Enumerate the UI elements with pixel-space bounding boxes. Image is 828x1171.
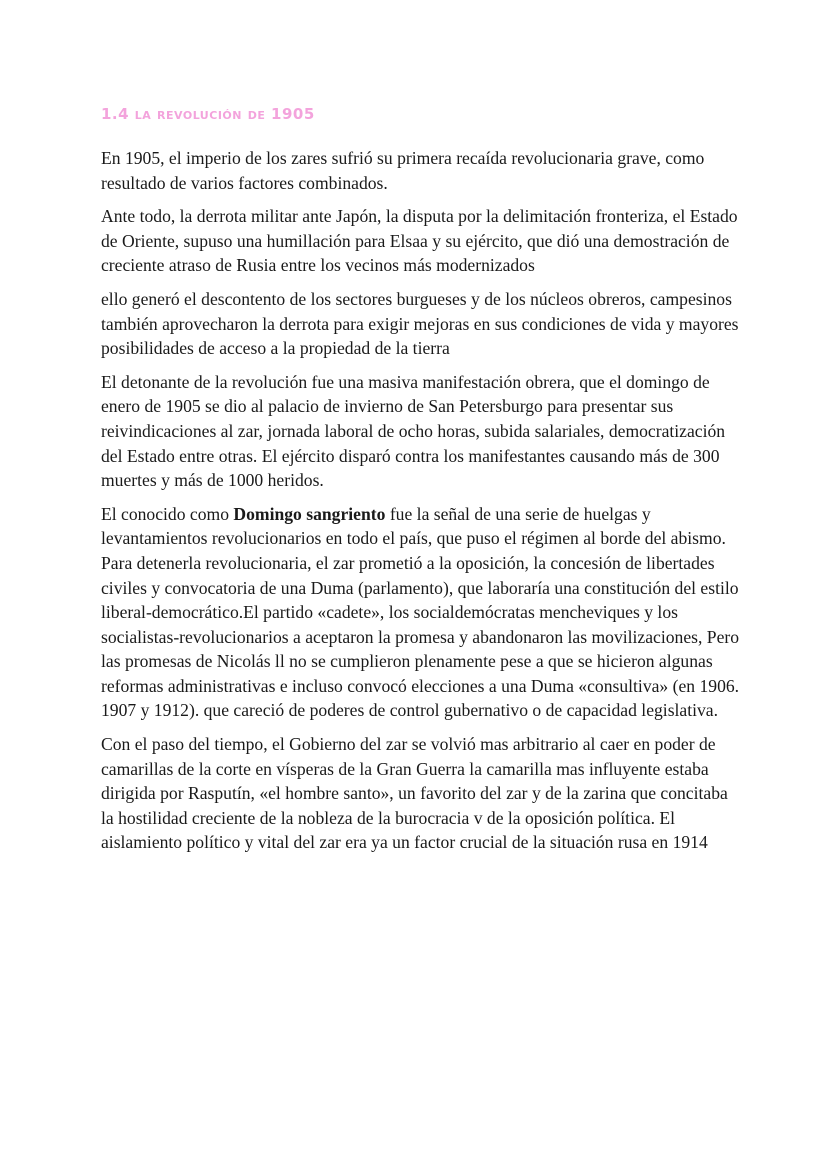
paragraph-trigger: El detonante de la revolución fue una masiva manifestación obrera, que el domingo de enero de 1905 se dio al palacio de invierno de San Petersburgo para presentar sus reivindicaciones al zar, jornada laboral de ocho horas, subida salariales, democratización del Estado entre otras. El ejército disparó contra los manifestantes causando más de 300 muertes y más de 1000 heridos. bbox=[101, 371, 726, 491]
paragraph-discontent: ello generó el descontento de los sectores burgueses y de los núcleos obreros, campesinos también aprovecharon la derrota para exigir mejoras en sus condiciones de vida y mayores posibilidades de acceso a la propiedad de la tierra bbox=[101, 288, 739, 359]
document-page bbox=[101, 104, 741, 864]
bloody-sunday-before: El conocido como bbox=[101, 503, 234, 524]
paragraph-japan-defeat: Ante todo, la derrota militar ante Japón, la disputa por la delimitación fronteriza, el Estado de Oriente, supuso una humillación para Elsaa y su ejército, que dió una demostración de creciente atraso de Rusia entre los vecinos más modernizados bbox=[101, 206, 738, 276]
paragraph-rasputin: Con el paso del tiempo, el Gobierno del zar se volvió mas arbitrario al caer en poder de camarillas de la corte en vísperas de la Gran Guerra la camarilla mas influyente estaba dirigida por Rasputín, «el hombre santo», un favorito del zar y de la zarina que concitaba la hostilidad creciente de la nobleza de la burocracia v de la oposición política. El aislamiento político y vital del zar era ya un factor crucial de la situación rusa en 1914 bbox=[101, 734, 728, 853]
bloody-sunday-bold-term: Domingo sangriento bbox=[233, 503, 386, 524]
paragraph-intro: En 1905, el imperio de los zares sufrió su primera recaída revolucionaria grave, como resultado de varios factores combinados. bbox=[101, 148, 705, 193]
section-title: 1.4 la revolución de 1905 bbox=[101, 105, 315, 123]
paragraph-bloody-sunday bbox=[101, 502, 741, 723]
bloody-sunday-after: fue la señal de una serie de huelgas y levantamientos revolucionarios en todo el país, que puso el régimen al borde del abismo. Para detenerla revolucionaria, el zar prometió a la oposición, la concesión de libertades civiles y convocatoria de una Duma (parlamento), que laboraría una constitución del estilo liberal-democrático.El partido «cadete», los socialdemócratas mencheviques y los socialistas-revolucionarios a aceptaron la promesa y abandonaron las movilizaciones, Pero las promesas de Nicolás ll no se cumplieron plenamente pese a que se hicieron algunas reformas administrativas e incluso convocó elecciones a una Duma «consultiva» (en 1906. 1907 y 1912). que careció de poderes de control gubernativo o de capacidad legislativa. bbox=[101, 503, 740, 721]
